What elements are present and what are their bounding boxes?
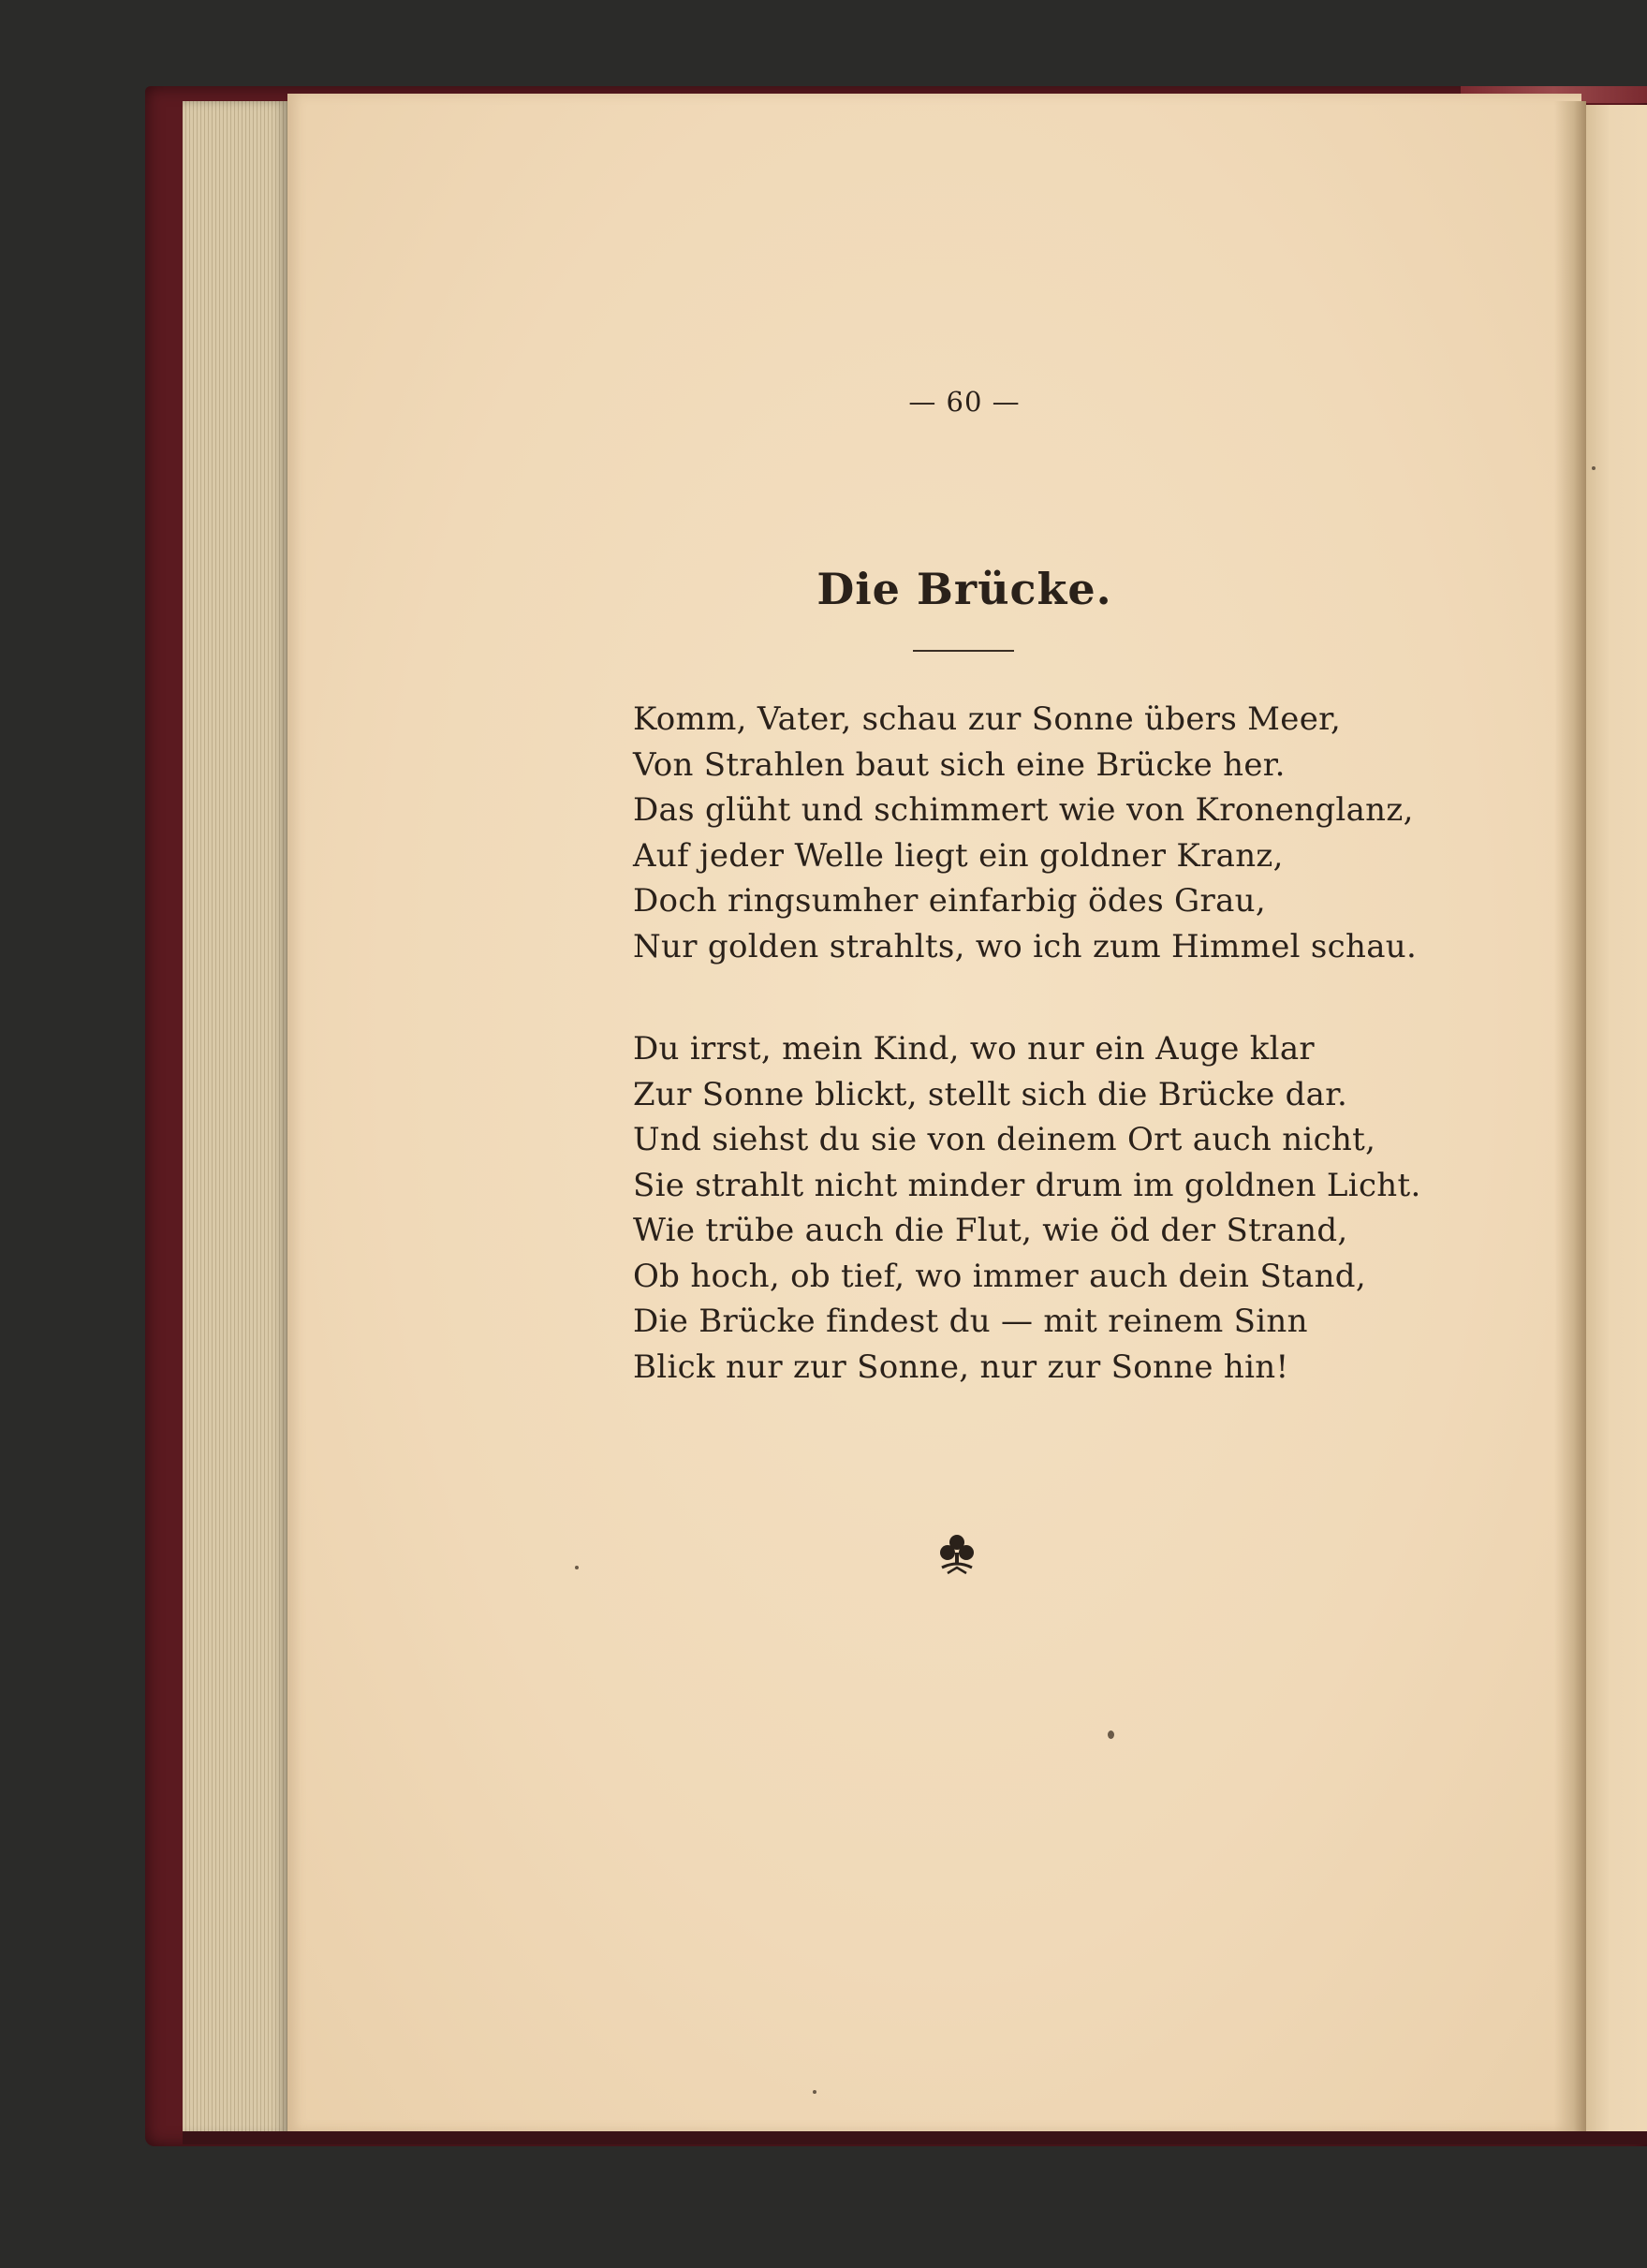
paper-speck bbox=[575, 1566, 579, 1569]
poem-line: Von Strahlen baut sich eine Brücke her. bbox=[633, 745, 1286, 784]
poem-line: Die Brücke findest du — mit reinem Sinn bbox=[633, 1303, 1308, 1340]
trefoil-ornament-icon bbox=[936, 1532, 978, 1577]
poem-line: Komm, Vater, schau zur Sonne übers Meer, bbox=[633, 700, 1342, 738]
poem-line: Ob hoch, ob tief, wo immer auch dein Stand, bbox=[633, 1257, 1366, 1295]
poem-line: Und siehst du sie von deinem Ort auch nicht, bbox=[633, 1121, 1376, 1158]
poem-title: Die Brücke. bbox=[816, 564, 1112, 614]
book-bottom-edge bbox=[183, 2131, 1647, 2144]
paper-speck bbox=[1108, 1730, 1114, 1739]
poem-line: Das glüht und schimmert wie von Kronenglanz, bbox=[633, 791, 1414, 829]
poem-line: Auf jeder Welle liegt ein goldner Kranz, bbox=[633, 836, 1284, 875]
poem-line: Sie strahlt nicht minder drum im goldnen Licht. bbox=[633, 1166, 1421, 1204]
poem-line: Du irrst, mein Kind, wo nur ein Auge klar bbox=[633, 1030, 1315, 1068]
poem-line: Nur golden strahlts, wo ich zum Himmel schau. bbox=[633, 927, 1418, 965]
page-number: — 60 — bbox=[908, 386, 1021, 418]
stanza-2 bbox=[633, 1026, 1421, 1390]
poem-line: Zur Sonne blickt, stellt sich die Brücke dar. bbox=[633, 1075, 1348, 1113]
poem-line: Doch ringsumher einfarbig ödes Grau, bbox=[633, 882, 1266, 920]
page-edges bbox=[183, 101, 287, 2135]
paper-speck bbox=[1592, 466, 1596, 470]
paper-speck bbox=[813, 2090, 816, 2094]
poem-line: Wie trübe auch die Flut, wie öd der Strand, bbox=[633, 1212, 1348, 1249]
stanza-1 bbox=[633, 697, 1418, 969]
title-rule bbox=[913, 650, 1014, 652]
poem-line: Blick nur zur Sonne, nur zur Sonne hin! bbox=[633, 1348, 1289, 1386]
page-gutter bbox=[1554, 101, 1586, 2131]
facing-page-edge bbox=[1586, 105, 1647, 2131]
